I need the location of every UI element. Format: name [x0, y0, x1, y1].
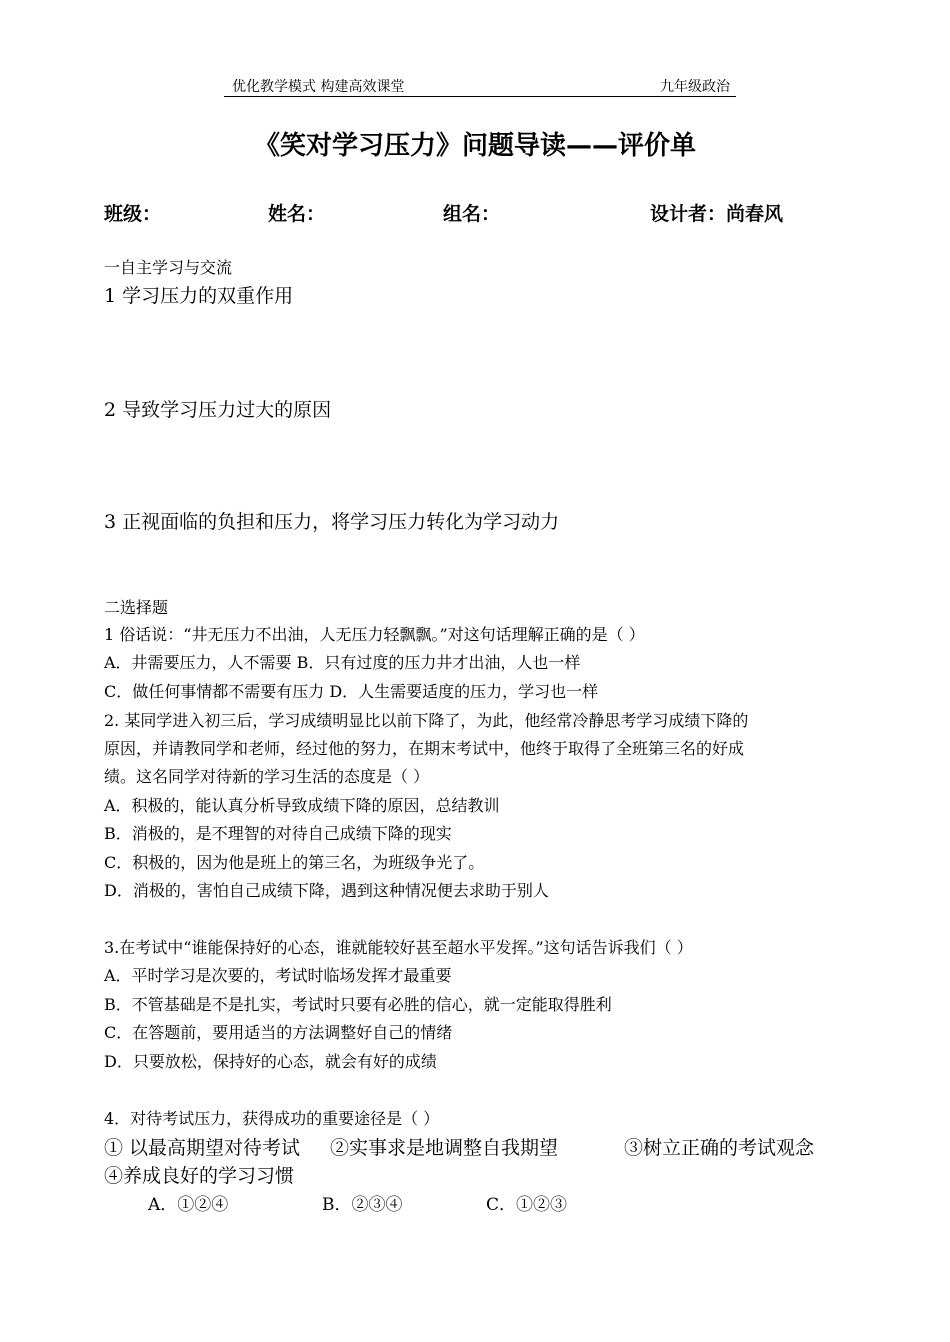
q3-option-a: A．平时学习是次要的，考试时临场发挥才最重要	[104, 966, 452, 985]
q4-statement-1: ① 以最高期望对待考试	[104, 1137, 301, 1159]
q3-option-d: D．只要放松，保持好的心态，就会有好的成绩	[104, 1052, 437, 1071]
q3-stem: 3.在考试中“谁能保持好的心态，谁就能较好甚至超水平发挥。”这句话告诉我们（ ）	[104, 938, 693, 957]
q4-option-a: A．①②④	[148, 1195, 229, 1215]
section1-item-1: 1 学习压力的双重作用	[104, 285, 294, 307]
q4-option-c: C．①②③	[486, 1195, 568, 1215]
q2-stem-line-3: 绩。这名同学对待新的学习生活的态度是（ ）	[104, 767, 430, 786]
q2-option-c: C．积极的，因为他是班上的第三名，为班级争光了。	[104, 853, 485, 872]
name-label: 姓名：	[268, 203, 326, 225]
q4-statement-2: ②实事求是地调整自我期望	[330, 1137, 559, 1159]
q1-options-cd: C．做任何事情都不需要有压力 D．人生需要适度的压力，学习也一样	[104, 682, 599, 701]
section2-heading: 二选择题	[104, 598, 169, 617]
q4-statement-4: ④养成良好的学习习惯	[104, 1165, 295, 1187]
q2-stem-line-2: 原因，并请教同学和老师，经过他的努力，在期末考试中，他终于取得了全班第三名的好成	[104, 739, 745, 758]
q2-option-d: D．消极的，害怕自己成绩下降，遇到这种情况便去求助于别人	[104, 881, 549, 900]
q3-option-c: C．在答题前，要用适当的方法调整好自己的情绪	[104, 1023, 453, 1042]
q1-options-ab: A．井需要压力，人不需要 B．只有过度的压力井才出油，人也一样	[104, 653, 581, 672]
class-label: 班级：	[104, 203, 162, 225]
q2-option-b: B．消极的，是不理智的对待自己成绩下降的现实	[104, 824, 452, 843]
section1-item-3: 3 正视面临的负担和压力，将学习压力转化为学习动力	[104, 511, 560, 533]
q4-statement-3: ③树立正确的考试观念	[624, 1137, 815, 1159]
q2-option-a: A．积极的，能认真分析导致成绩下降的原因，总结教训	[104, 796, 500, 815]
q3-option-b: B．不管基础是不是扎实，考试时只要有必胜的信心，就一定能取得胜利	[104, 995, 612, 1014]
q1-stem: 1 俗话说：“井无压力不出油，人无压力轻飘飘。”对这句话理解正确的是（ ）	[104, 625, 645, 644]
q2-stem-line-1: 2. 某同学进入初三后，学习成绩明显比以前下降了，为此，他经常冷静思考学习成绩下降的	[104, 711, 749, 730]
document-title: 《笑对学习压力》问题导读——评价单	[253, 131, 696, 161]
group-label: 组名：	[443, 203, 501, 225]
header-right-text: 九年级政治	[660, 79, 730, 95]
section1-heading: 一自主学习与交流	[104, 258, 233, 277]
designer-label: 设计者：尚春风	[650, 203, 784, 225]
q4-stem: 4．对待考试压力，获得成功的重要途径是（ ）	[104, 1109, 440, 1128]
q4-option-b: B．②③④	[322, 1195, 403, 1215]
page-header	[224, 78, 736, 97]
section1-item-2: 2 导致学习压力过大的原因	[104, 399, 332, 421]
header-left-text: 优化教学模式 构建高效课堂	[232, 79, 405, 95]
